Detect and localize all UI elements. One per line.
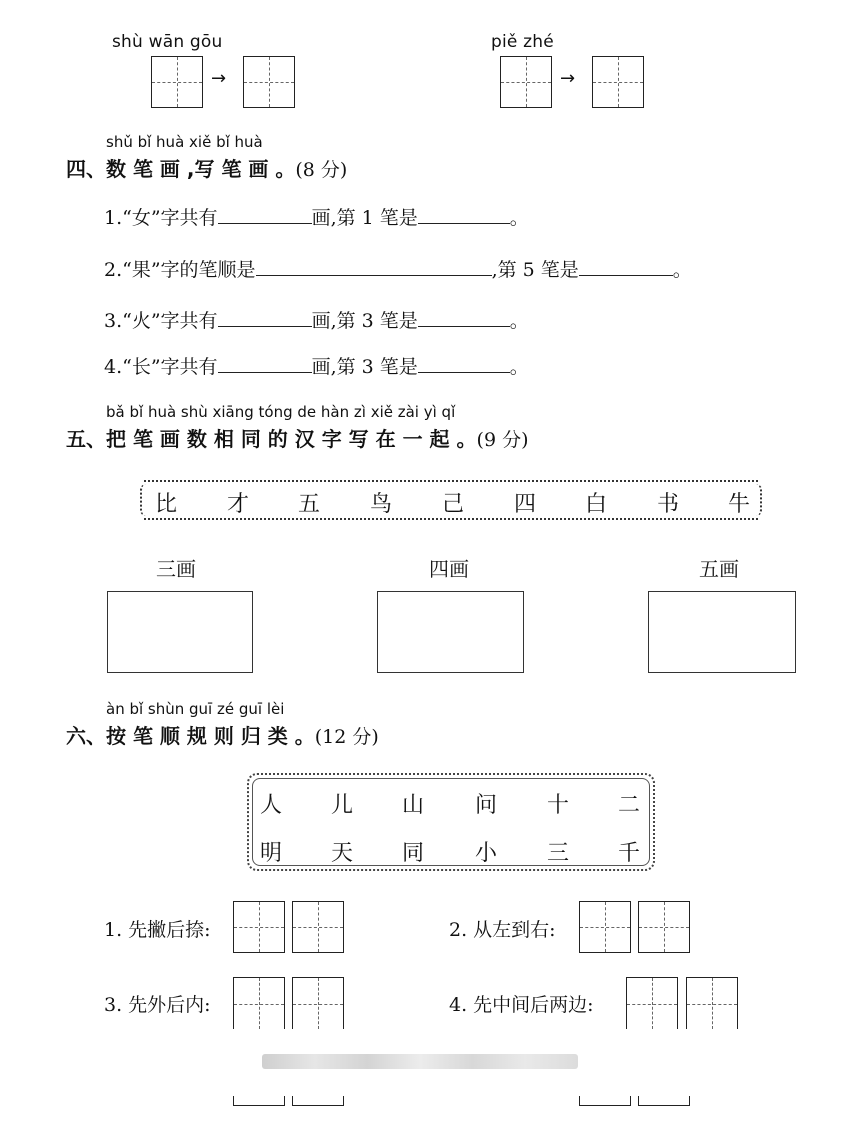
bank-char: 比 xyxy=(155,492,178,517)
frame-char: 三 xyxy=(547,841,570,866)
divider xyxy=(752,484,762,516)
question-text: 。 xyxy=(509,310,529,332)
question-2 xyxy=(104,255,692,282)
frame-char: 小 xyxy=(475,841,498,866)
answer-blank[interactable] xyxy=(256,257,492,276)
bank-char: 书 xyxy=(657,492,680,517)
section5-heading xyxy=(66,423,529,452)
frame-char: 二 xyxy=(618,793,641,818)
frame-char: 天 xyxy=(331,841,354,866)
section6-score: (12 分) xyxy=(314,726,379,748)
section4-pinyin: shǔ bǐ huà xiě bǐ huà xyxy=(106,133,263,151)
answer-box-three-strokes[interactable] xyxy=(107,591,253,673)
question-text: 4.“长”字共有 xyxy=(104,356,218,378)
question-1 xyxy=(104,203,529,230)
writing-grid[interactable] xyxy=(292,977,344,1029)
frame-char: 千 xyxy=(618,841,641,866)
frame-char: 同 xyxy=(402,841,425,866)
section5-score: (9 分) xyxy=(476,429,529,451)
pinyin-pie-zhe: piě zhé xyxy=(491,32,554,52)
writing-grid[interactable] xyxy=(638,901,690,953)
writing-grid[interactable] xyxy=(233,901,285,953)
answer-blank[interactable] xyxy=(218,354,312,373)
bank-char: 己 xyxy=(442,492,465,517)
arrow-icon: → xyxy=(211,68,227,89)
bank-char: 才 xyxy=(227,492,250,517)
question-text: 画,第 3 笔是 xyxy=(311,356,418,378)
answer-box-four-strokes[interactable] xyxy=(377,591,524,673)
writing-grid[interactable] xyxy=(592,56,644,108)
bank-char: 鸟 xyxy=(370,492,393,517)
answer-blank[interactable] xyxy=(418,205,510,224)
divider xyxy=(144,480,758,482)
frame-char: 山 xyxy=(402,793,425,818)
arrow-icon: → xyxy=(560,68,576,89)
answer-blank[interactable] xyxy=(418,354,510,373)
box-label-three-strokes: 三画 xyxy=(156,557,196,581)
rule-1-label: 1. 先撇后捺: xyxy=(104,919,211,941)
box-label-four-strokes: 四画 xyxy=(429,557,469,581)
divider xyxy=(140,484,150,516)
frame-char: 人 xyxy=(260,793,283,818)
bank-char: 白 xyxy=(585,492,608,517)
section6-pinyin: àn bǐ shùn guī zé guī lèi xyxy=(106,700,285,718)
bank-char: 牛 xyxy=(728,492,751,517)
section5-pinyin: bǎ bǐ huà shù xiāng tóng de hàn zì xiě zài yì qǐ xyxy=(106,403,456,421)
answer-blank[interactable] xyxy=(218,205,312,224)
divider xyxy=(144,518,758,520)
grid-fragment xyxy=(292,1096,344,1106)
rule-2-label: 2. 从左到右: xyxy=(449,919,556,941)
question-text: ,第 5 笔是 xyxy=(491,259,579,281)
question-text: 。 xyxy=(509,356,529,378)
pinyin-shu-wan-gou: shù wān gōu xyxy=(112,32,223,52)
writing-grid[interactable] xyxy=(292,901,344,953)
box-label-five-strokes: 五画 xyxy=(699,557,739,581)
writing-grid[interactable] xyxy=(500,56,552,108)
answer-box-five-strokes[interactable] xyxy=(648,591,796,673)
frame-char: 儿 xyxy=(331,793,354,818)
section6-heading xyxy=(66,720,379,749)
question-text: 2.“果”字的笔顺是 xyxy=(104,259,256,281)
question-4 xyxy=(104,352,529,379)
question-text: 画,第 3 笔是 xyxy=(311,310,418,332)
question-text: 1.“女”字共有 xyxy=(104,207,218,229)
section5-title: 五、把 笔 画 数 相 同 的 汉 字 写 在 一 起 。 xyxy=(66,427,477,451)
frame-char: 十 xyxy=(547,793,570,818)
rule-3-label: 3. 先外后内: xyxy=(104,994,211,1016)
writing-grid[interactable] xyxy=(626,977,678,1029)
writing-grid[interactable] xyxy=(243,56,295,108)
blurred-watermark xyxy=(262,1054,578,1069)
frame-char: 问 xyxy=(475,793,498,818)
question-3 xyxy=(104,306,529,333)
answer-blank[interactable] xyxy=(418,308,510,327)
rule-4-label: 4. 先中间后两边: xyxy=(449,994,594,1016)
section6-title: 六、按 笔 顺 规 则 归 类 。 xyxy=(66,724,315,748)
section4-heading xyxy=(66,153,347,182)
grid-fragment xyxy=(579,1096,631,1106)
question-text: 画,第 1 笔是 xyxy=(311,207,418,229)
answer-blank[interactable] xyxy=(579,257,673,276)
section4-score: (8 分) xyxy=(295,159,348,181)
writing-grid[interactable] xyxy=(686,977,738,1029)
bank-char: 四 xyxy=(514,492,537,517)
question-text: 。 xyxy=(509,207,529,229)
section4-title: 四、数 笔 画 ,写 笔 画 。 xyxy=(66,157,296,181)
question-text: 3.“火”字共有 xyxy=(104,310,218,332)
writing-grid[interactable] xyxy=(579,901,631,953)
writing-grid[interactable] xyxy=(233,977,285,1029)
question-text: 。 xyxy=(672,259,692,281)
grid-fragment xyxy=(233,1096,285,1106)
writing-grid[interactable] xyxy=(151,56,203,108)
char-frame-inner xyxy=(252,778,650,866)
grid-fragment xyxy=(638,1096,690,1106)
answer-blank[interactable] xyxy=(218,308,312,327)
bank-char: 五 xyxy=(298,492,321,517)
frame-char: 明 xyxy=(260,841,283,866)
